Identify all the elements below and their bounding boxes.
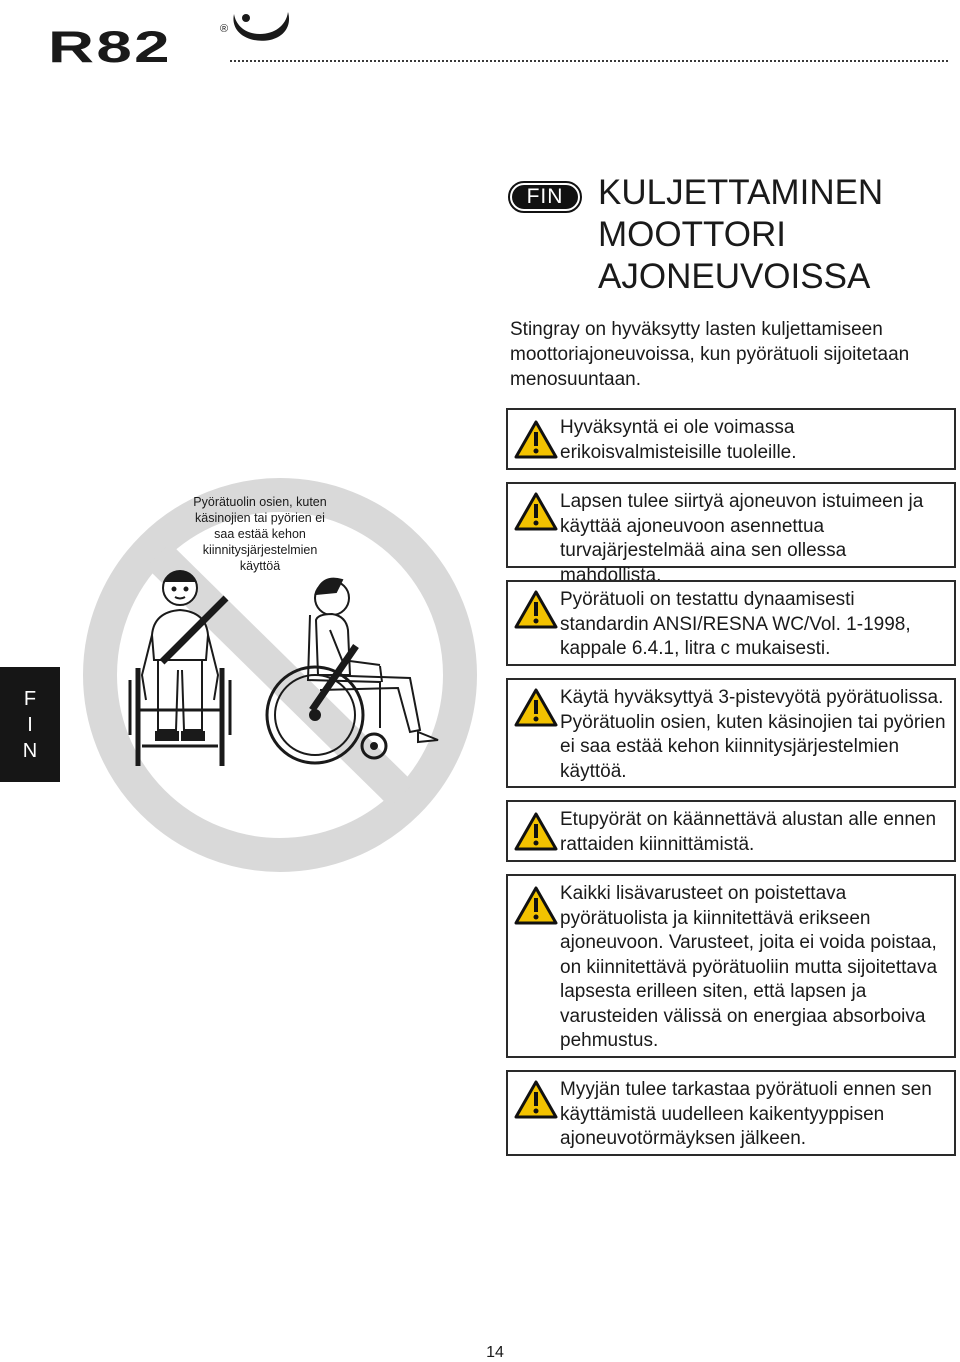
side-tab-letter: I xyxy=(27,713,33,736)
logo-text: R82 xyxy=(48,21,172,68)
title-line: AJONEUVOISSA xyxy=(598,257,871,296)
page-number: 14 xyxy=(486,1344,504,1361)
registered-mark: ® xyxy=(220,23,229,35)
warning-box xyxy=(506,408,956,470)
language-badge xyxy=(508,181,582,213)
side-tab-letter: F xyxy=(23,687,37,710)
warning-triangle-icon xyxy=(514,886,558,926)
warning-triangle-icon xyxy=(514,1080,558,1120)
page-title xyxy=(598,172,883,298)
warning-text: Kaikki lisävarusteet on poistettava pyörätuolista ja kiinnitettävä erikseen ajoneuvoon. Varusteet, joita ei voida poistaa, on kiinnitettävä pyörätuoliin mutta sijoitettava lapsesta erilleen siten, että lapsen ja varusteiden välissä on energiaa absorboiva pehmustus. xyxy=(560,883,938,1051)
swoosh-icon xyxy=(233,12,289,41)
warning-text: Pyörätuoli on testattu dynaamisesti standardin ANSI/RESNA WC/Vol. 1-1998, kappale 6.4.1, litra c mukaisesti. xyxy=(560,589,911,659)
warning-text: Myyjän tulee tarkastaa pyörätuoli ennen sen käyttämistä uudelleen kaikentyyppisen ajoneuvotörmäyksen jälkeen. xyxy=(560,1079,932,1149)
warning-triangle-icon xyxy=(514,590,558,630)
intro-paragraph: Stingray on hyväksytty lasten kuljettamiseen moottoriajoneuvoissa, kun pyörätuoli sijoitetaan menosuuntaan. xyxy=(510,319,910,390)
warning-text: Etupyörät on käännettävä alustan alle ennen rattaiden kiinnittämistä. xyxy=(560,809,937,855)
warning-box xyxy=(506,1070,956,1156)
warning-text: Hyväksyntä ei ole voimassa erikoisvalmisteisille tuoleille. xyxy=(560,417,797,463)
r82-logo xyxy=(48,4,298,68)
warning-box xyxy=(506,874,956,1058)
warning-box xyxy=(506,800,956,862)
warning-triangle-icon xyxy=(514,492,558,532)
warning-text: Käytä hyväksyttyä 3-pistevyötä pyörätuolissa. Pyörätuolin osien, kuten käsinojien tai pyörien ei saa estää kehon kiinnitysjärjestelmien käyttöä. xyxy=(560,687,946,782)
warning-box xyxy=(506,482,956,586)
warning-triangle-icon xyxy=(514,812,558,852)
warning-triangle-icon xyxy=(514,688,558,728)
warning-box xyxy=(506,678,956,788)
side-language-tab xyxy=(0,667,60,782)
warning-box xyxy=(506,580,956,666)
warning-triangle-icon xyxy=(514,420,558,460)
side-tab-letter: N xyxy=(22,739,38,762)
title-line: KULJETTAMINEN xyxy=(598,173,884,212)
header-dotted-rule xyxy=(230,60,948,62)
language-badge-label: FIN xyxy=(512,185,578,209)
title-line: MOOTTORI xyxy=(598,215,786,254)
illustration-caption: Pyörätuolin osien, kuten käsinojien tai pyörien ei saa estää kehon kiinnitysjärjestelmien käyttöä xyxy=(193,495,327,573)
warning-text: Lapsen tulee siirtyä ajoneuvon istuimeen ja käyttää ajoneuvoon asennettua turvajärjestelmää aina sen ollessa mahdollista. xyxy=(560,491,924,586)
